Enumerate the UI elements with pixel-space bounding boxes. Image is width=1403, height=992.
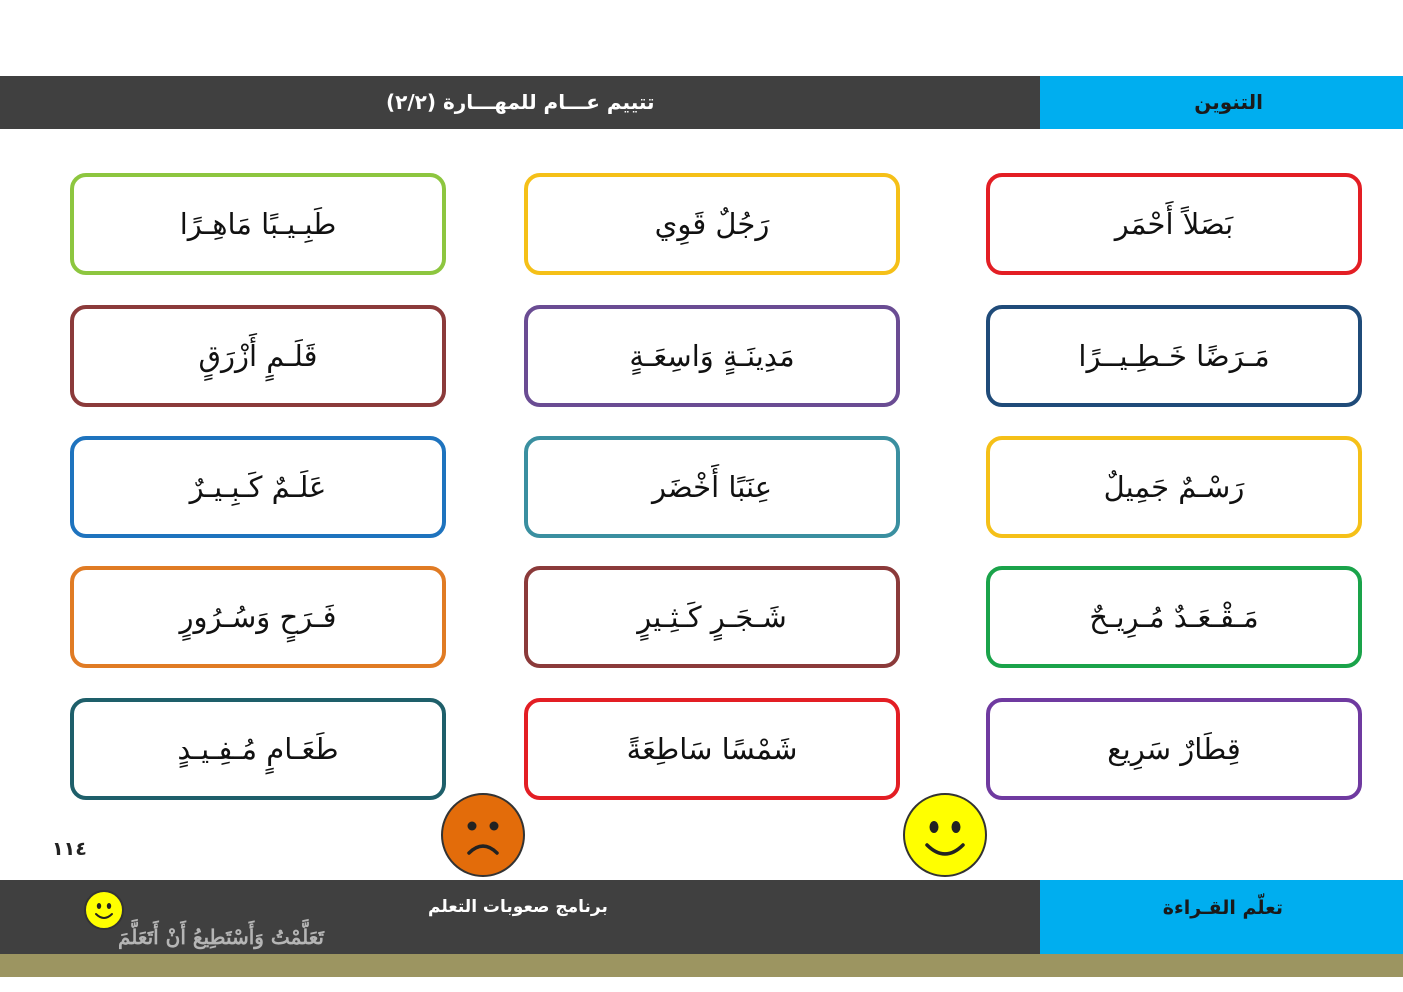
book-title: تعلّم القـراءة bbox=[1162, 897, 1283, 919]
lesson-title: التنوين bbox=[1194, 90, 1263, 114]
footer-bar bbox=[0, 880, 1403, 954]
phrase-card-text: عَلَـمٌ كَـبِـيـرٌ bbox=[189, 470, 327, 504]
phrase-card[interactable] bbox=[524, 566, 900, 668]
phrase-card[interactable] bbox=[986, 698, 1362, 800]
phrase-card-text: قَلَـمٍ أَزْرَقٍ bbox=[198, 339, 318, 373]
phrase-card[interactable] bbox=[70, 566, 446, 668]
phrase-card[interactable] bbox=[70, 173, 446, 275]
footer-motto: تَعَلَّمْتُ وَأَسْتَطِيعُ أَنْ أَتَعَلَّمَ bbox=[118, 925, 324, 949]
phrase-card-text: فَـرَحٍ وَسُـرُورٍ bbox=[179, 600, 337, 634]
phrase-card[interactable] bbox=[524, 305, 900, 407]
small-smiley-icon bbox=[84, 890, 124, 930]
phrase-card-text: قِطَارٌ سَرِيع bbox=[1107, 732, 1241, 766]
phrase-card-text: بَصَلاً أَحْمَر bbox=[1114, 207, 1234, 241]
page-number: ١١٤ bbox=[52, 838, 87, 860]
sad-face-icon[interactable] bbox=[441, 793, 525, 877]
header-lesson-panel bbox=[1040, 76, 1403, 129]
phrase-card[interactable] bbox=[986, 305, 1362, 407]
phrase-card[interactable] bbox=[70, 436, 446, 538]
phrase-card-text: عِنَبًا أَخْضَر bbox=[652, 470, 772, 504]
happy-face-icon[interactable] bbox=[903, 793, 987, 877]
phrase-card[interactable] bbox=[70, 698, 446, 800]
phrase-card-text: طَعَـامٍ مُـفِـيـدٍ bbox=[177, 732, 339, 766]
phrase-card-text: شَمْسًا سَاطِعَةً bbox=[626, 732, 798, 766]
phrase-card-text: رَجُلٌ قَوِي bbox=[654, 207, 770, 241]
phrase-card[interactable] bbox=[524, 436, 900, 538]
phrase-card-text: شَـجَـرٍ كَـثِـيرٍ bbox=[637, 600, 787, 634]
program-title: برنامج صعوبات التعلم bbox=[428, 897, 608, 917]
footer-book-panel bbox=[1040, 880, 1403, 954]
phrase-card[interactable] bbox=[524, 698, 900, 800]
phrase-card-text: رَسْـمٌ جَمِيلٌ bbox=[1103, 470, 1245, 504]
phrase-card[interactable] bbox=[986, 173, 1362, 275]
assessment-title: تتييم عـــام للمهـــارة (٢/٢) bbox=[386, 90, 655, 114]
phrase-card-text: مَـرَضًا خَـطِـيــرًا bbox=[1078, 339, 1270, 373]
phrase-card[interactable] bbox=[986, 436, 1362, 538]
phrase-card[interactable] bbox=[524, 173, 900, 275]
phrase-card[interactable] bbox=[70, 305, 446, 407]
phrase-card-text: طَبِـيـبًا مَاهِـرًا bbox=[179, 207, 337, 241]
phrase-card-text: مَـقْـعَـدٌ مُـرِيـحٌ bbox=[1089, 600, 1259, 634]
footer-strip bbox=[0, 954, 1403, 977]
phrase-card-text: مَدِينَـةٍ وَاسِعَـةٍ bbox=[629, 339, 795, 373]
header-bar bbox=[0, 76, 1403, 129]
phrase-card[interactable] bbox=[986, 566, 1362, 668]
